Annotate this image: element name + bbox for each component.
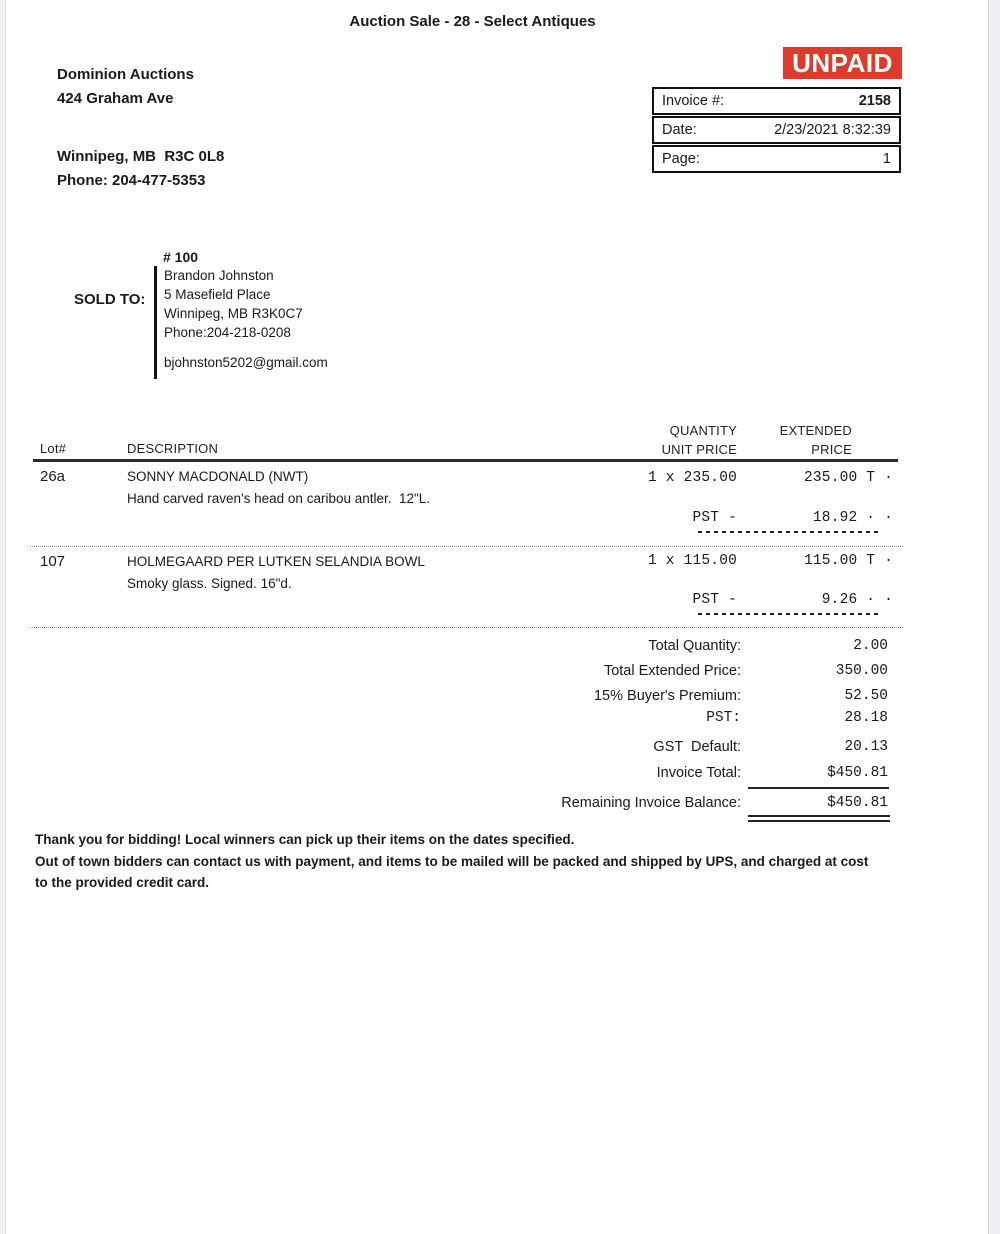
invoice-number-box <box>652 87 901 115</box>
invoice-page-label: Page: <box>662 151 700 167</box>
pst-label: PST: <box>706 710 741 726</box>
invoice-total-label: Invoice Total: <box>656 765 741 781</box>
buyer-city: Winnipeg, MB R3K0C7 <box>164 306 303 321</box>
seller-name: Dominion Auctions <box>57 66 194 83</box>
invoice-total-rule <box>748 787 889 789</box>
col-header-unit-price: UNIT PRICE <box>661 442 737 457</box>
item-tax-amount: 9.26 · · <box>821 592 893 608</box>
buyer-email: bjohnston5202@gmail.com <box>164 355 328 370</box>
buyers-premium-label: 15% Buyer's Premium: <box>593 688 741 704</box>
page-title: Auction Sale - 28 - Select Antiques <box>349 13 596 30</box>
total-extended-label: Total Extended Price: <box>603 663 741 679</box>
remaining-balance-double-rule <box>748 815 890 822</box>
col-header-description: DESCRIPTION <box>127 441 219 456</box>
col-header-lot: Lot# <box>40 441 67 456</box>
item-tax-amount: 18.92 · · <box>812 510 893 526</box>
invoice-page-box <box>652 145 901 173</box>
page-left-edge <box>0 0 6 1234</box>
buyer-phone: Phone:204-218-0208 <box>164 325 291 340</box>
item-tax-label: PST - <box>692 510 737 526</box>
remaining-balance-label: Remaining Invoice Balance: <box>561 795 741 811</box>
lot-number: 107 <box>40 553 66 570</box>
seller-street: 424 Graham Ave <box>57 90 174 107</box>
invoice-date-box <box>652 116 901 144</box>
item-title: SONNY MACDONALD (NWT) <box>127 469 309 484</box>
gst-label: GST Default: <box>653 739 741 755</box>
col-header-price: PRICE <box>811 442 852 457</box>
row-separator <box>30 546 903 547</box>
footer-line: Thank you for bidding! Local winners can pick up their items on the dates specified. <box>35 832 575 847</box>
sold-to-label: SOLD TO: <box>74 291 146 308</box>
footer-line: Out of town bidders can contact us with payment, and items to be mailed will be packed and shipped by UPS, and charged at cost <box>35 854 869 869</box>
total-extended-value: 350.00 <box>835 663 888 679</box>
gst-value: 20.13 <box>844 739 888 755</box>
col-header-quantity: QUANTITY <box>669 423 737 438</box>
invoice-page-value: 1 <box>882 151 891 167</box>
footer-line: to the provided credit card. <box>35 875 210 890</box>
item-detail: Smoky glass. Signed. 16"d. <box>127 576 292 591</box>
invoice-date-value: 2/23/2021 8:32:39 <box>774 122 891 138</box>
lot-number: 26a <box>40 468 66 485</box>
remaining-balance-value: $450.81 <box>827 795 888 811</box>
unpaid-stamp: UNPAID <box>783 47 902 79</box>
bidder-number: # 100 <box>163 249 199 265</box>
invoice-date-label: Date: <box>662 122 697 138</box>
buyer-name: Brandon Johnston <box>164 268 274 283</box>
item-quantity: 1 x 235.00 <box>647 470 737 486</box>
seller-phone: Phone: 204-477-5353 <box>57 172 206 189</box>
total-quantity-label: Total Quantity: <box>648 638 741 654</box>
sold-to-divider <box>154 266 157 379</box>
buyer-street: 5 Masefield Place <box>164 287 271 302</box>
page-scroll-edge <box>988 0 1000 1234</box>
tax-dashed-rule <box>698 613 882 615</box>
item-extended-price: 115.00 T · <box>803 553 893 569</box>
col-header-extended: EXTENDED <box>779 423 852 438</box>
tax-dashed-rule <box>698 531 882 533</box>
item-title: HOLMEGAARD PER LUTKEN SELANDIA BOWL <box>127 554 425 569</box>
seller-city: Winnipeg, MB R3C 0L8 <box>57 148 225 165</box>
invoice-number-value: 2158 <box>858 93 891 109</box>
buyers-premium-value: 52.50 <box>844 688 888 704</box>
item-detail: Hand carved raven's head on caribou antler. 12"L. <box>127 491 431 506</box>
item-tax-label: PST - <box>692 592 737 608</box>
totals-separator <box>30 627 903 628</box>
invoice-total-value: $450.81 <box>827 765 888 781</box>
invoice-number-label: Invoice #: <box>662 93 725 109</box>
total-quantity-value: 2.00 <box>853 638 888 654</box>
item-quantity: 1 x 115.00 <box>647 553 737 569</box>
table-header-rule <box>33 459 898 462</box>
pst-value: 28.18 <box>844 710 888 726</box>
item-extended-price: 235.00 T · <box>803 470 893 486</box>
